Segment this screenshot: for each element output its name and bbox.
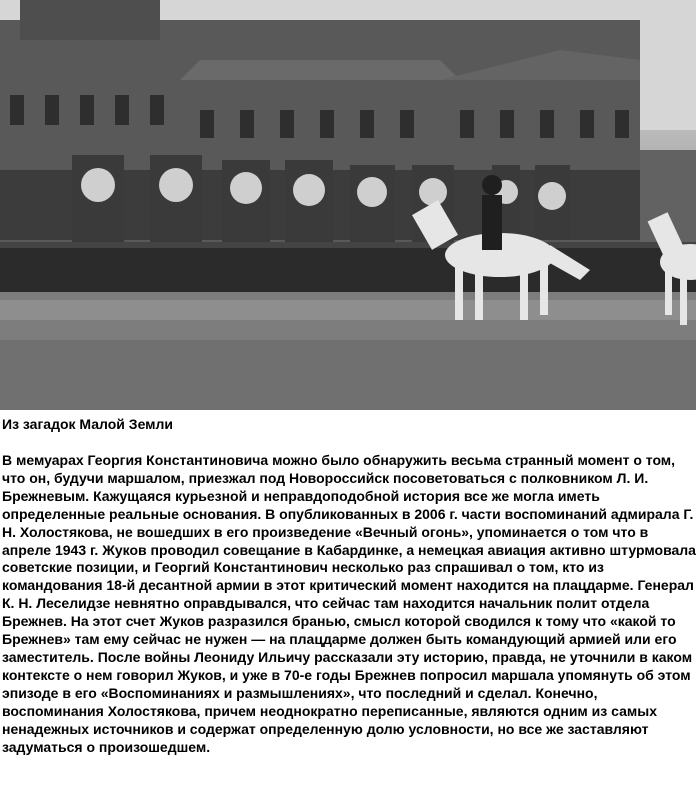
caption: Из загадок Малой Земли [2,416,174,432]
article-body: В мемуарах Георгия Константиновича можно было обнаружить весьма странный момент о том, что он, будучи маршалом, приезжал под Новороссийск посоветоваться с полковником Л. И. Брежневым. Кажущаяся курьезной и неправдоподобной история все же могла иметь определенные реальные основания. В опубликованных в 2006 г. части воспоминаний адмирала Г. Н. Холостякова, не вошедших в его произведение «Вечный огонь», упоминается о том что в апреле 1943 г. Жуков проводил совещание в Кабардинке, а немецкая авиация активно штурмовала советские позиции, и Георгий Константинович несколько раз спрашивал о том, кто из командования 18-й десантной армии в этот критический момент находится на плацдарме. Генерал К. Н. Леселидзе невнятно оправдывался, что сейчас там находится начальник полит отдела Брежнев. На этот счет Жуков разразился бранью, смысл которой сводился к тому что «какой то Брежнев» там ему сейчас не нужен — на плацдарме должен быть командующий армией или его заместитель. После войны Леониду Ильичу рассказали эту историю, правда, не уточнили в каком контексте о нем говорил Жуков, и уже в 70-е годы Брежнев попросил маршала упомянуть об этом эпизоде в его «Воспоминаниях и размышлениях», что последний и сделал. Конечно, воспоминания Холостякова, причем неоднократно переписанные, являются одним из самых ненадежных источников и содержат определенную долю условности, но все же заставляют задуматься о произошедшем. [2,452,696,755]
